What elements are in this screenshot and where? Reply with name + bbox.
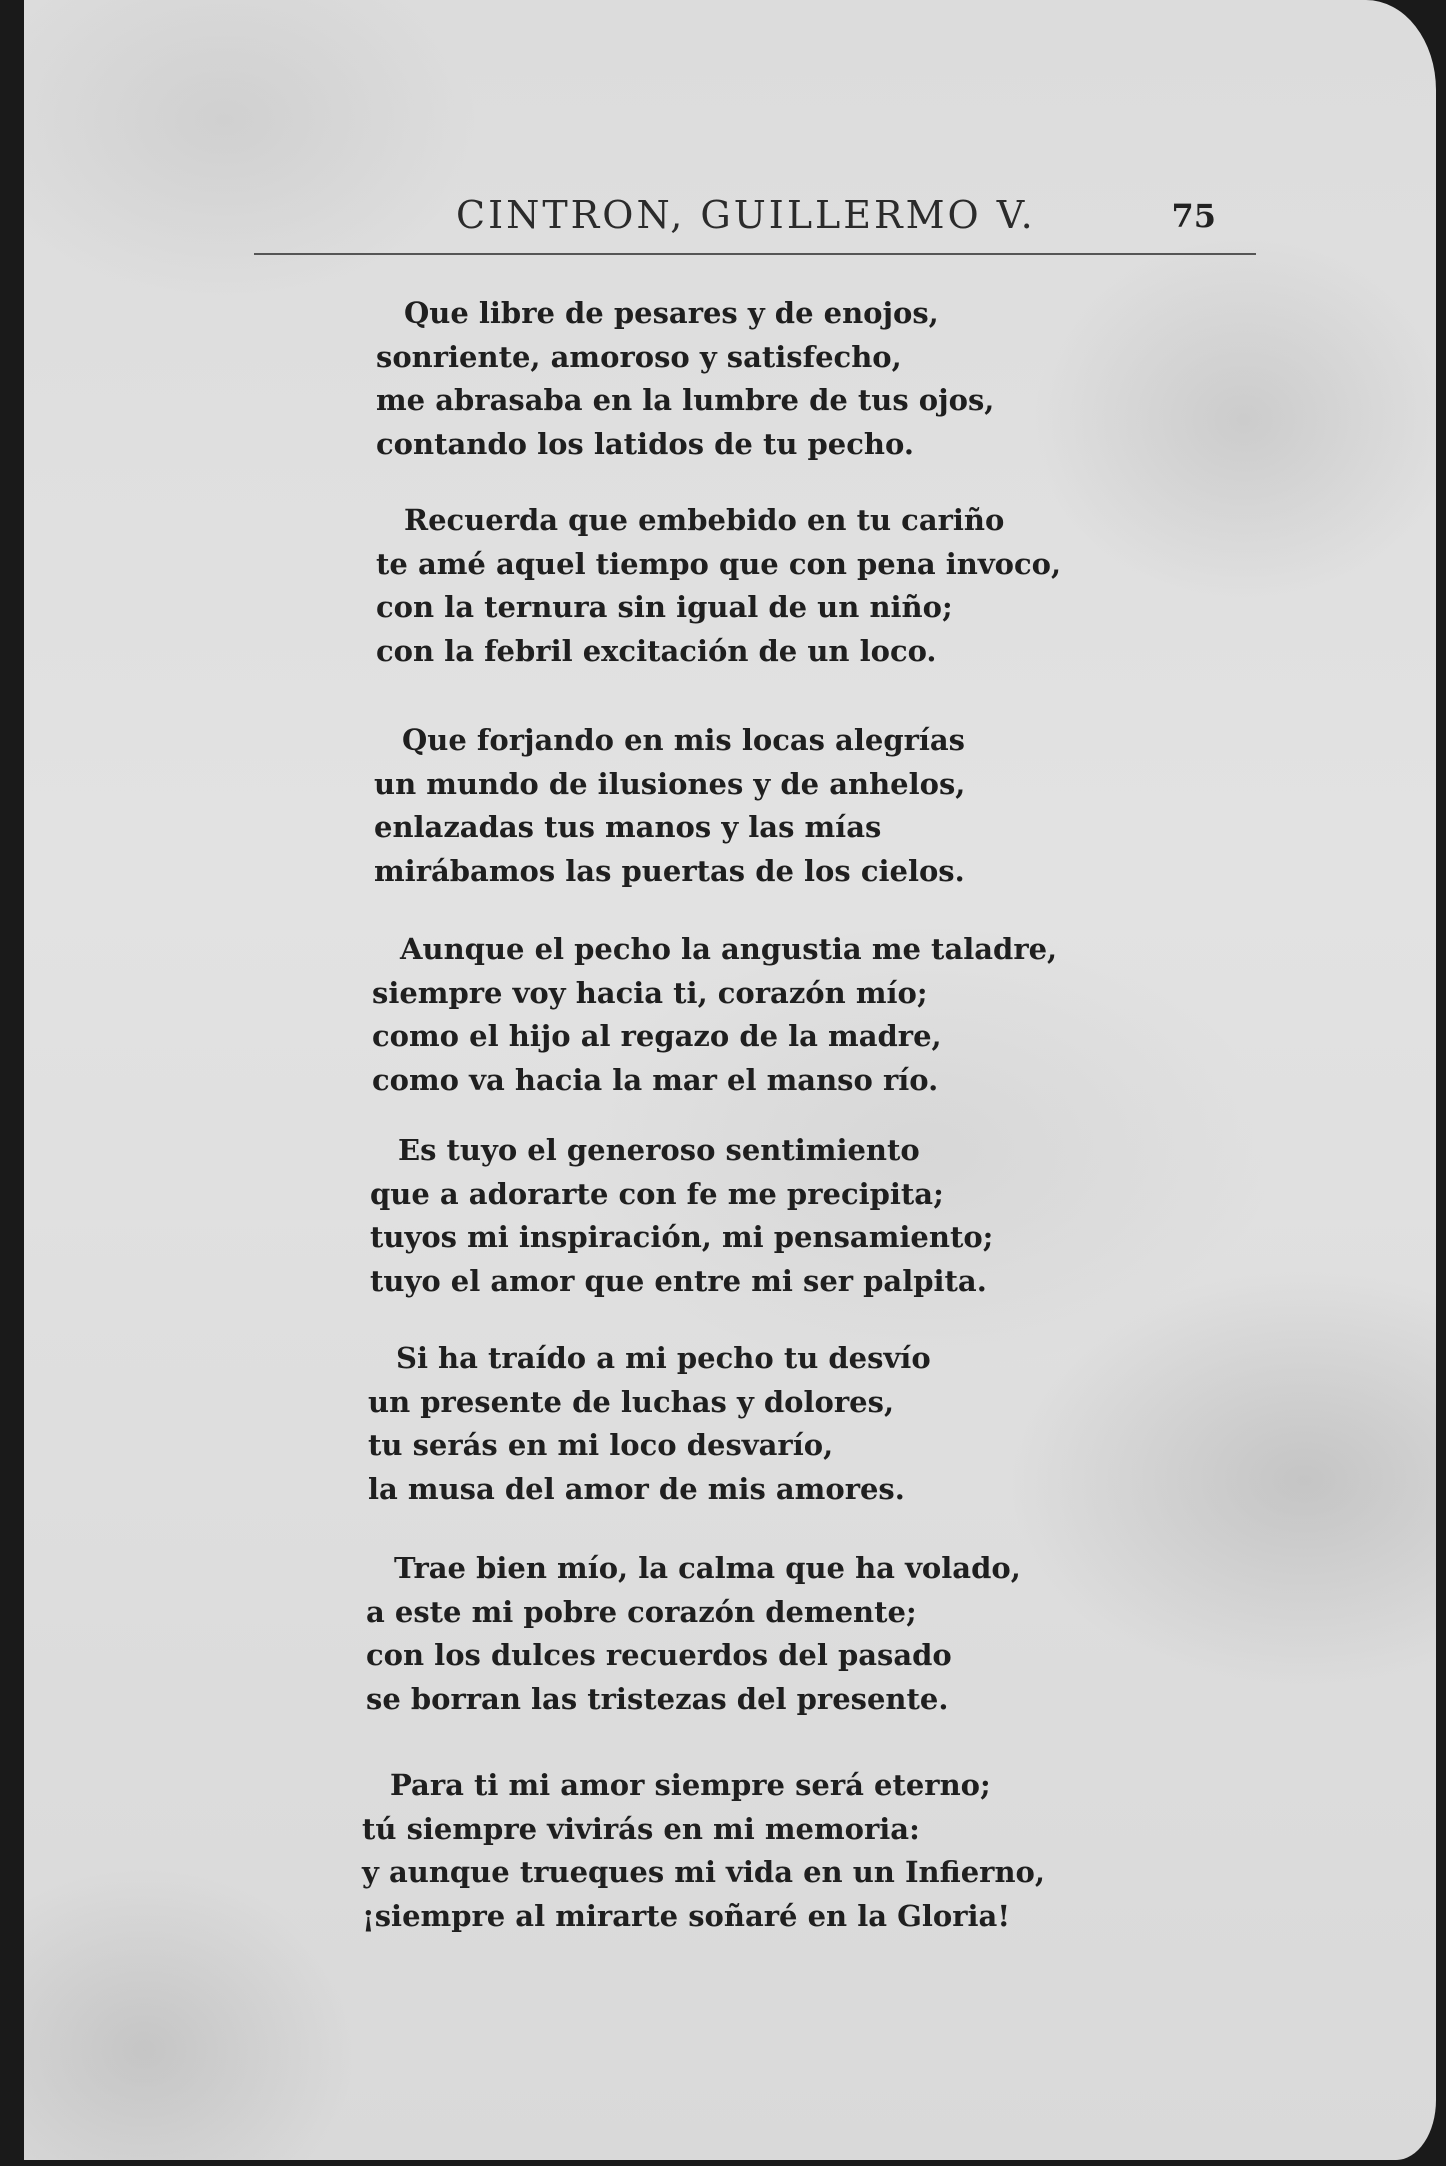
verse-line: Que libre de pesares y de enojos, bbox=[404, 296, 939, 330]
stanza-7 bbox=[366, 1547, 1266, 1721]
verse-line: tú siempre vivirás en mi memoria: bbox=[362, 1811, 920, 1846]
verse-line: se borran las tristezas del presente. bbox=[366, 1681, 949, 1716]
verse-line: te amé aquel tiempo que con pena invoco, bbox=[376, 546, 1062, 581]
stanza-6 bbox=[368, 1337, 1268, 1511]
verse-line: como el hijo al regazo de la madre, bbox=[372, 1019, 942, 1053]
verse-line: enlazadas tus manos y las mías bbox=[374, 810, 882, 844]
verse-line: Si ha traído a mi pecho tu desvío bbox=[396, 1341, 931, 1375]
verse-line: Para ti mi amor siempre será eterno; bbox=[390, 1768, 991, 1802]
verse-line: a este mi pobre corazón demente; bbox=[366, 1594, 917, 1629]
verse-line: ¡siempre al mirarte soñaré en la Gloria! bbox=[362, 1898, 1011, 1933]
verse-line: me abrasaba en la lumbre de tus ojos, bbox=[376, 383, 995, 417]
verse-line: sonriente, amoroso y satisfecho, bbox=[376, 339, 902, 374]
stanza-1 bbox=[376, 292, 1276, 466]
verse-line: Recuerda que embebido en tu cariño bbox=[404, 503, 1005, 537]
stanza-4 bbox=[372, 928, 1272, 1102]
verse-line: mirábamos las puertas de los cielos. bbox=[374, 853, 965, 888]
stanza-5 bbox=[370, 1129, 1270, 1303]
verse-line: contando los latidos de tu pecho. bbox=[376, 426, 914, 461]
verse-line: tu serás en mi loco desvarío, bbox=[368, 1428, 834, 1462]
verse-line: Es tuyo el generoso sentimiento bbox=[398, 1133, 920, 1167]
verse-line: la musa del amor de mis amores. bbox=[368, 1471, 905, 1506]
book-page bbox=[24, 0, 1436, 2160]
verse-line: un presente de luchas y dolores, bbox=[368, 1384, 895, 1419]
running-head: CINTRON, GUILLERMO V. bbox=[456, 193, 1036, 237]
verse-line: siempre voy hacia ti, corazón mío; bbox=[372, 975, 928, 1010]
page-number: 75 bbox=[1171, 197, 1216, 235]
stanza-2 bbox=[376, 499, 1276, 673]
verse-line: Aunque el pecho la angustia me taladre, bbox=[400, 932, 1058, 966]
verse-line: Trae bien mío, la calma que ha volado, bbox=[394, 1551, 1021, 1585]
verse-line: un mundo de ilusiones y de anhelos, bbox=[374, 766, 966, 801]
verse-line: con la febril excitación de un loco. bbox=[376, 633, 937, 668]
verse-line: como va hacia la mar el manso río. bbox=[372, 1062, 939, 1097]
verse-line: Que forjando en mis locas alegrías bbox=[402, 723, 966, 757]
verse-line: tuyo el amor que entre mi ser palpita. bbox=[370, 1263, 987, 1298]
verse-line: con la ternura sin igual de un niño; bbox=[376, 590, 953, 624]
verse-line: que a adorarte con fe me precipita; bbox=[370, 1176, 944, 1211]
verse-line: con los dulces recuerdos del pasado bbox=[366, 1638, 952, 1672]
poem bbox=[24, 0, 1436, 2160]
verse-line: y aunque trueques mi vida en un Infierno, bbox=[362, 1855, 1045, 1889]
stanza-3 bbox=[374, 719, 1274, 893]
stanza-8 bbox=[362, 1764, 1262, 1938]
verse-line: tuyos mi inspiración, mi pensamiento; bbox=[370, 1220, 994, 1254]
